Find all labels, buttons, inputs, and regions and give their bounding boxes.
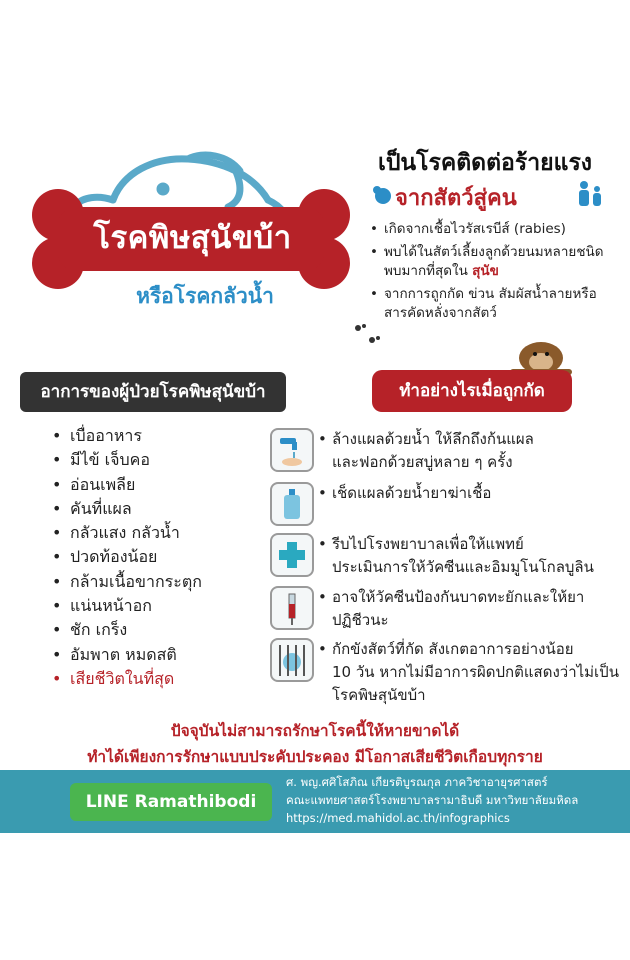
header-line1: เป็นโรคติดต่อร้ายแรง <box>377 150 593 176</box>
rabies-facts-list <box>370 220 610 327</box>
line-ramathibodi-button[interactable]: LINE Ramathibodi <box>70 783 272 821</box>
symptom-item: • เสียชีวิตในที่สุด <box>52 667 272 691</box>
paw-print-icon <box>352 322 382 348</box>
fact-item: • เกิดจากเชื้อไวรัสเรบีส์ (rabies) <box>370 220 610 239</box>
main-title: โรคพิษสุนัขบ้า <box>93 220 292 256</box>
symptom-item: • มีไข้ เจ็บคอ <box>52 448 272 472</box>
action-item <box>270 428 615 478</box>
caged-dog-icon <box>270 638 314 682</box>
fact-item: • จากการถูกกัด ข่วน สัมผัสน้ำลายหรือสารคัดหลั่งจากสัตว์ <box>370 285 610 323</box>
action-text: • เช็ดแผลด้วยน้ำยาฆ่าเชื้อ <box>332 484 492 502</box>
symptom-item: • เบื่ออาหาร <box>52 424 272 448</box>
symptom-item: • อัมพาต หมดสติ <box>52 643 272 667</box>
symptom-item: • อ่อนเพลีย <box>52 473 272 497</box>
highlight-dog: สุนัข <box>472 263 499 279</box>
symptom-item: • แน่นหน้าอก <box>52 594 272 618</box>
medical-cross-icon <box>270 533 314 577</box>
people-icon <box>575 180 605 208</box>
symptom-item: • กล้ามเนื้อขากระตุก <box>52 570 272 594</box>
action-text: และฟอกด้วยสบู่หลาย ๆ ครั้ง <box>332 453 513 471</box>
header-line2: จากสัตว์สู่คน <box>395 186 517 211</box>
action-text: ประเมินการให้วัคซีนและอิมมูโนโกลบูลิน <box>332 558 594 576</box>
warning-line1: ปัจจุบันไม่สามารถรักษาโรคนี้ให้หายขาดได้ <box>170 722 460 740</box>
fact-item: • พบได้ในสัตว์เลี้ยงลูกด้วยนมหลายชนิด พบมากที่สุดใน สุนัข <box>370 243 610 281</box>
action-text: • กักขังสัตว์ที่กัด สังเกตอาการอย่างน้อย <box>332 640 574 658</box>
action-item <box>270 533 615 583</box>
footer-faculty: คณะแพทยศาสตร์โรงพยาบาลรามาธิบดี มหาวิทยาลัยมหิดล <box>286 793 579 807</box>
symptoms-list <box>52 424 272 691</box>
warning-line2: ทำได้เพียงการรักษาแบบประคับประคอง มีโอกาสเสียชีวิตเกือบทุกราย <box>87 748 543 766</box>
action-text: โรคพิษสุนัขบ้า <box>332 686 426 704</box>
footer-author: ศ. พญ.ศศิโสภิณ เกียรติบูรณกุล ภาควิชาอายุรศาสตร์ <box>286 775 548 789</box>
action-text: • รีบไปโรงพยาบาลเพื่อให้แพทย์ <box>332 535 524 553</box>
antiseptic-bottle-icon <box>270 482 314 526</box>
action-text: • ล้างแผลด้วยน้ำ ให้ลึกถึงก้นแผล <box>332 430 534 448</box>
action-item <box>270 638 619 710</box>
symptom-item: • ปวดท้องน้อย <box>52 545 272 569</box>
footer-url-link[interactable]: https://med.mahidol.ac.th/infographics <box>286 811 510 825</box>
symptom-item: • กลัวแสง กลัวน้ำ <box>52 521 272 545</box>
sub-title: หรือโรคกลัวน้ำ <box>136 284 274 308</box>
action-text: 10 วัน หากไม่มีอาการผิดปกติแสดงว่าไม่เป็น <box>332 663 619 681</box>
symptom-item: • คันที่แผล <box>52 497 272 521</box>
action-item <box>270 586 615 630</box>
actions-header: ทำอย่างไรเมื่อถูกกัด <box>372 370 572 412</box>
faucet-wash-icon <box>270 428 314 472</box>
dog-head-icon <box>372 184 394 206</box>
syringe-icon <box>270 586 314 630</box>
action-text: • อาจให้วัคซีนป้องกันบาดทะยักและให้ยาปฏิชีวนะ <box>332 588 585 629</box>
symptom-item: • ชัก เกร็ง <box>52 618 272 642</box>
symptoms-header: อาการของผู้ป่วยโรคพิษสุนัขบ้า <box>20 372 286 412</box>
action-item <box>270 482 615 526</box>
